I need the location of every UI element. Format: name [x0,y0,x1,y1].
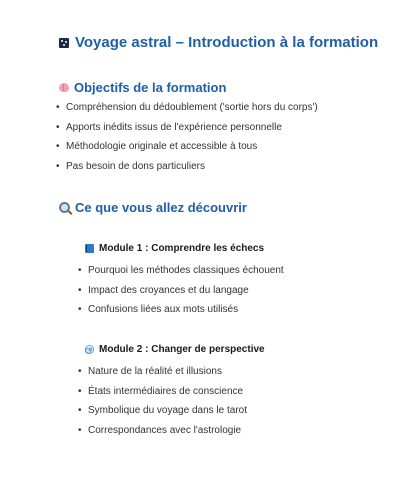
list-item [78,405,247,425]
bullet-icon: • [56,102,60,113]
bullet-icon: • [56,121,60,133]
list-item-text: Méthodologie originale et accessible à tous [66,141,258,152]
objectives-heading-text: Objectifs de la formation [74,80,227,95]
bullet-icon: • [78,385,82,397]
list-item-text: Nature de la réalité et illusions [88,366,222,377]
list-item [78,285,284,305]
module-1-list [78,265,284,324]
module-1-heading-text: Module 1 : Comprendre les échecs [99,243,265,254]
list-item-text: États intermédiaires de conscience [88,385,244,397]
bullet-icon: • [78,405,82,416]
bullet-icon: • [78,304,82,315]
discover-heading [59,200,247,215]
page-title-text: Voyage astral – Introduction à la formation [75,34,379,51]
list-item-text: Confusions liées aux mots utilisés [88,304,239,315]
bullet-icon: • [78,424,82,436]
bullet-icon: • [78,366,82,377]
list-item-text: Apports inédits issus de l'expérience personnelle [66,121,282,133]
list-item [56,102,318,122]
list-item [78,304,284,324]
bullet-icon: • [78,265,82,276]
module-2-list [78,366,247,444]
list-item [56,122,318,142]
module-2-heading [85,344,265,355]
list-item [78,366,247,386]
blue-book-icon [85,244,94,253]
list-item [78,265,284,285]
list-item-text: Symbolique du voyage dans le tarot [88,405,247,416]
list-item-text: Impact des croyances et du langage [88,284,249,296]
list-item-text: Compréhension du dédoublement ('sortie hors du corps') [66,102,318,113]
list-item [78,386,247,406]
discover-heading-text: Ce que vous allez découvrir [75,200,247,215]
list-item [78,425,247,445]
list-item [56,161,318,181]
list-item-text: Pourquoi les méthodes classiques échouent [88,265,284,276]
objectives-heading [59,80,226,95]
list-item-text: Pas besoin de dons particuliers [66,160,205,172]
bullet-icon: • [78,284,82,296]
brain-icon [59,83,69,92]
list-item-text: Correspondances avec l'astrologie [88,424,242,436]
spiral-icon [85,345,94,354]
bullet-icon: • [56,141,60,152]
magnifying-glass-icon [59,202,70,213]
list-item [56,141,318,161]
page-title [59,34,378,51]
module-1-heading [85,243,264,254]
bullet-icon: • [56,160,60,172]
objectives-list [56,102,318,180]
night-sky-icon [59,38,69,48]
module-2-heading-text: Module 2 : Changer de perspective [99,344,265,355]
